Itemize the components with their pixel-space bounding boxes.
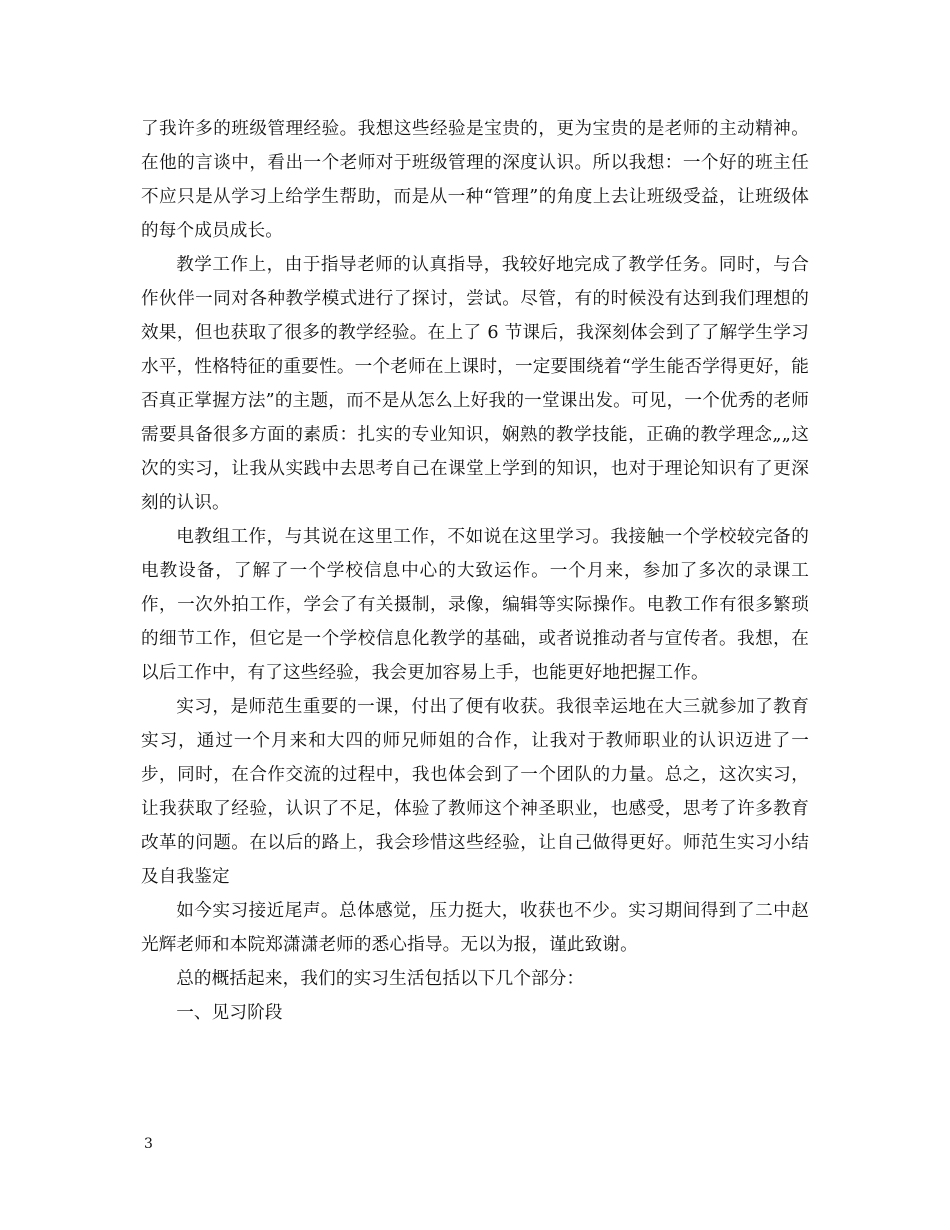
paragraph-5: 如今实习接近尾声。总体感觉，压力挺大，收获也不少。实习期间得到了二中赵光辉老师和本院郑潇潇老师的悉心指导。无以为报，谨此致谢。 [141,901,809,955]
paragraph-2: 教学工作上，由于指导老师的认真指导，我较好地完成了教学任务。同时，与合作伙伴一同对各种教学模式进行了探讨，尝试。尽管，有的时候没有达到我们理想的效果，但也获取了很多的教学经验。在上了 6 节课后，我深刻体会到了了解学生学习水平，性格特征的重要性。一个老师在上课时，一定要围绕着“学生能否学得更好，能否真正掌握方法”的主题，而不是从怎么上好我的一堂课出发。可见，一个优秀的老师需要具备很多方面的素质：扎实的专业知识，娴熟的教学技能，正确的教学理念„„这次的实习，让我从实践中去思考自己在课堂上学到的知识，也对于理论知识有了更深刻的认识。 [141,255,809,513]
page-number: 3 [144,1136,153,1152]
paragraph-4: 实习，是师范生重要的一课，付出了便有收获。我很幸运地在大三就参加了教育实习，通过一个月来和大四的师兄师姐的合作，让我对于教师职业的认识迈进了一步，同时，在合作交流的过程中，我也体会到了一个团队的力量。总之，这次实习，让我获取了经验，认识了不足，体验了教师这个神圣职业，也感受，思考了许多教育改革的问题。在以后的路上，我会珍惜这些经验，让自己做得更好。师范生实习小结及自我鉴定 [141,697,809,887]
paragraph-3: 电教组工作，与其说在这里工作，不如说在这里学习。我接触一个学校较完备的电教设备，了解了一个学校信息中心的大致运作。一个月来，参加了多次的录课工作，一次外拍工作，学会了有关摄制，录像，编辑等实际操作。电教工作有很多繁琐的细节工作，但它是一个学校信息化教学的基础，或者说推动者与宣传者。我想，在以后工作中，有了这些经验，我会更加容易上手，也能更好地把握工作。 [141,527,809,683]
section-heading: 一、见习阶段 [176,1003,283,1023]
paragraph-1: 了我许多的班级管理经验。我想这些经验是宝贵的，更为宝贵的是老师的主动精神。在他的言谈中，看出一个老师对于班级管理的深度认识。所以我想：一个好的班主任不应只是从学习上给学生帮助，而是从一种“管理”的角度上去让班级受益，让班级体的每个成员成长。 [141,119,809,241]
document-body [141,112,809,1030]
paragraph-6: 总的概括起来，我们的实习生活包括以下几个部分： [176,969,585,989]
